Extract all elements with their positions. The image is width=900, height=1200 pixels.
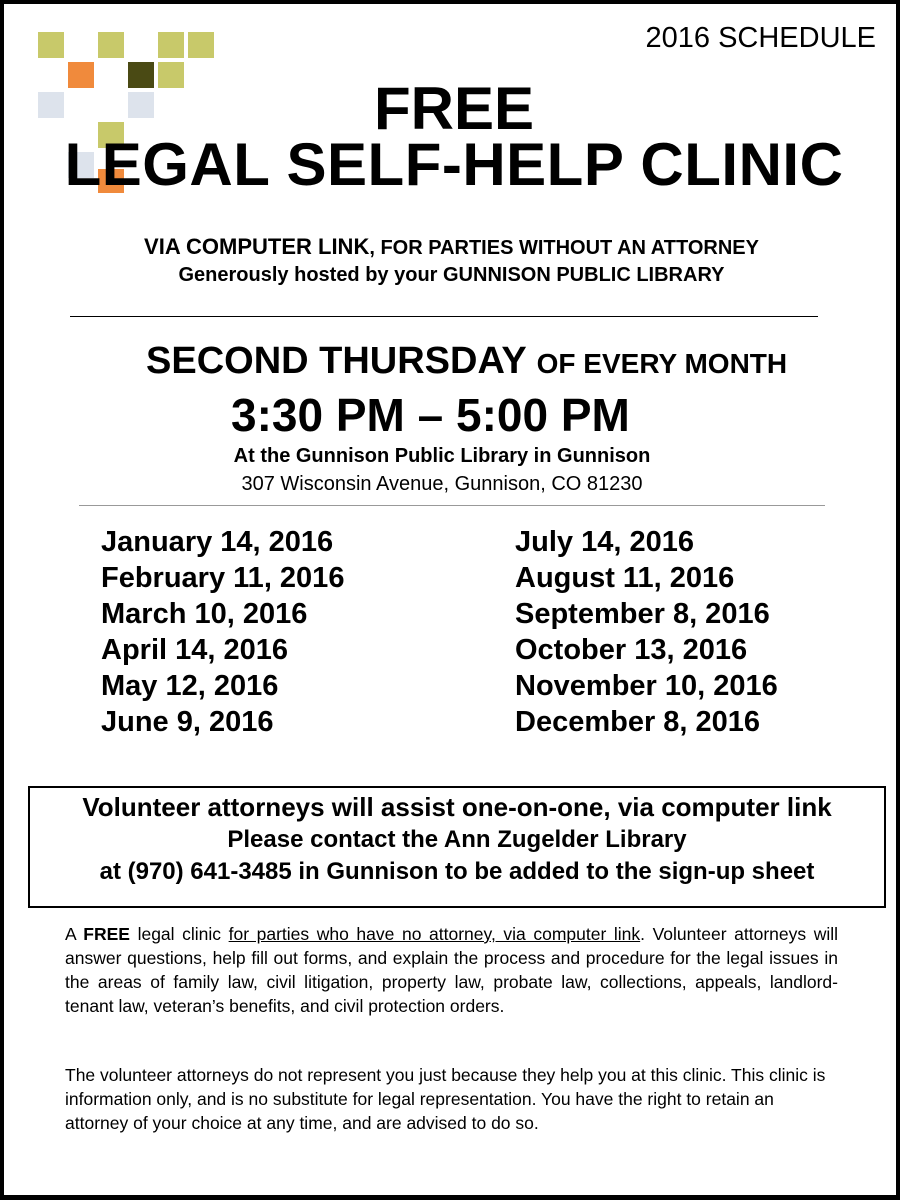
meeting-time: 3:30 PM – 5:00 PM	[231, 389, 630, 441]
callout-line2: Please contact the Ann Zugelder Library	[227, 826, 687, 853]
date-item: February 11, 2016	[101, 562, 345, 594]
signup-callout-box	[28, 786, 886, 908]
date-item: October 13, 2016	[515, 634, 748, 666]
meeting-day-label: SECOND THURSDAY	[146, 340, 527, 382]
dates-list-left	[101, 524, 344, 740]
para1-mid: legal clinic	[129, 924, 229, 944]
date-item: April 14, 2016	[101, 634, 288, 666]
schedule-label: 2016 SCHEDULE	[645, 22, 876, 54]
date-item: January 14, 2016	[101, 526, 334, 558]
callout-line1: Volunteer attorneys will assist one-on-one, via computer link	[82, 792, 832, 822]
date-item: March 10, 2016	[101, 598, 308, 630]
logo-square	[158, 32, 184, 58]
date-item: November 10, 2016	[515, 670, 778, 702]
divider	[70, 316, 818, 317]
logo-square	[98, 32, 124, 58]
logo-square	[188, 32, 214, 58]
date-item: December 8, 2016	[515, 706, 761, 738]
dates-list-right	[515, 524, 778, 740]
para1-lead: A	[65, 924, 84, 944]
subtitle-lead: VIA COMPUTER LINK	[144, 234, 370, 259]
disclaimer-paragraph: The volunteer attorneys do not represent you just because they help you at this clinic. This clinic is information only, and is no substitute for legal representation. You have the right to retain an attorney of your choice at any time, and are advised to do so.	[65, 1065, 826, 1133]
date-item: September 8, 2016	[515, 598, 770, 630]
meeting-address: 307 Wisconsin Avenue, Gunnison, CO 81230	[241, 473, 643, 495]
para1-underlined: for parties who have no attorney, via computer link	[228, 924, 641, 944]
subtitle-line1	[4, 234, 899, 260]
page-title: LEGAL SELF-HELP CLINIC	[64, 131, 844, 198]
para1-bold: FREE	[83, 924, 130, 944]
date-item: August 11, 2016	[515, 562, 735, 594]
logo-square	[38, 32, 64, 58]
divider	[79, 505, 825, 506]
meeting-day	[146, 340, 787, 383]
date-item: July 14, 2016	[515, 526, 694, 558]
description-paragraph	[65, 922, 838, 1018]
callout-line3: at (970) 641-3485 in Gunnison to be added to the sign-up sheet	[99, 858, 815, 885]
para1-rest: . Volunteer attorneys will answer questions, help fill out forms, and explain the process and procedure for the legal issues in the areas of family law, civil litigation, property law, probate law, collections, appeals, landlord-tenant law, veteran’s benefits, and civil protection orders.	[65, 924, 839, 1016]
meeting-frequency: OF EVERY MONTH	[536, 348, 788, 379]
subtitle-rest: , FOR PARTIES WITHOUT AN ATTORNEY	[369, 237, 759, 259]
date-item: May 12, 2016	[101, 670, 279, 702]
title-free: FREE	[373, 75, 535, 142]
subtitle-line2: Generously hosted by your GUNNISON PUBLIC LIBRARY	[178, 264, 725, 286]
date-item: June 9, 2016	[101, 706, 274, 738]
meeting-location: At the Gunnison Public Library in Gunnison	[233, 445, 651, 467]
